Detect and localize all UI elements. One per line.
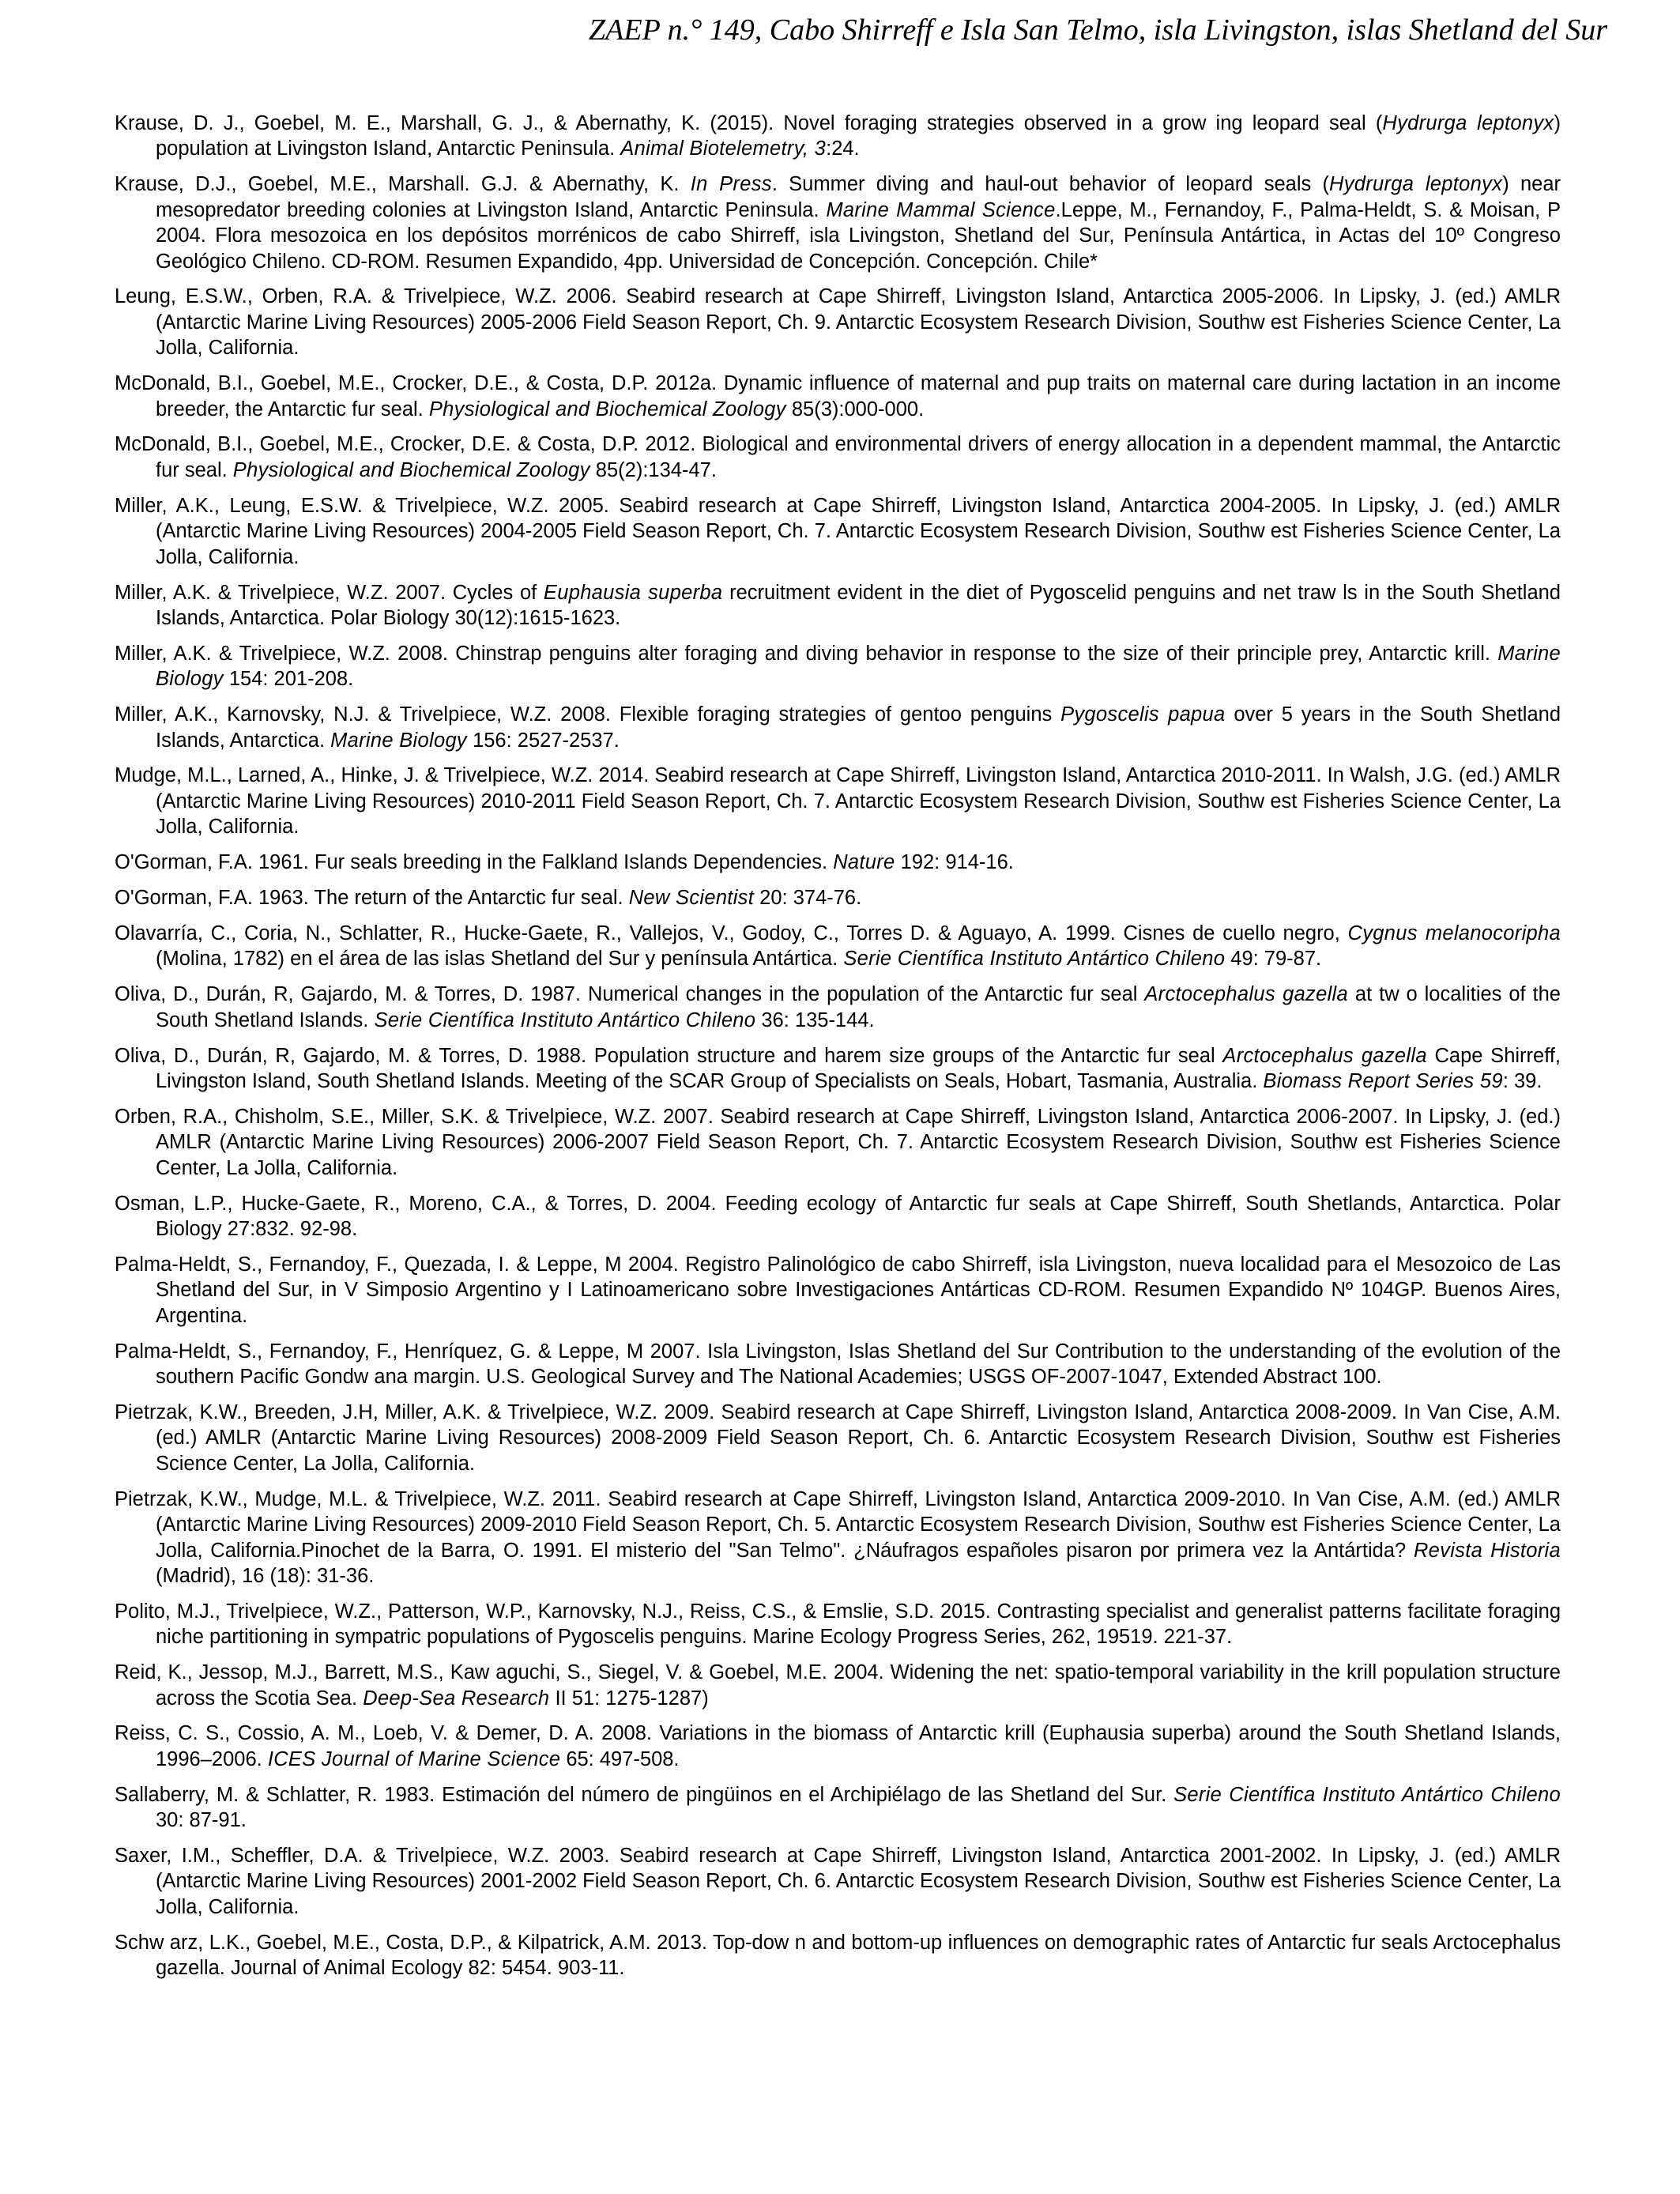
reference-entry — [115, 111, 1561, 162]
reference-italic-text: Serie Científica Instituto Antártico Chileno — [374, 1008, 756, 1031]
reference-italic-text: New Scientist — [628, 887, 755, 910]
reference-entry — [115, 1252, 1561, 1329]
reference-entry — [115, 1843, 1561, 1920]
reference-italic-text: Serie Científica Instituto Antártico Chileno — [1173, 1783, 1561, 1806]
reference-entry — [115, 641, 1561, 692]
reference-text: Sallaberry, M. & Schlatter, R. 1983. Estimación del número de pingüinos en el Archipiélago de las Shetland del Sur. — [115, 1783, 1174, 1806]
reference-text: 20: 374-76. — [754, 887, 862, 910]
reference-text: Krause, D. J., Goebel, M. E., Marshall, G. J., & Abernathy, K. (2015). Novel foraging strategies observed in a grow ing leopard seal ( — [115, 112, 1383, 134]
reference-text: ) population at Livingston Island, Antarctic Peninsula. — [156, 112, 1561, 160]
reference-italic-text: Arctocephalus gazella — [1144, 983, 1348, 1006]
reference-text: : 39. — [1502, 1070, 1543, 1092]
reference-italic-text: In Press — [690, 173, 772, 196]
reference-entry — [115, 1191, 1561, 1242]
reference-text: Pietrzak, K.W., Breeden, J.H, Miller, A.K. & Trivelpiece, W.Z. 2009. Seabird research at Cape Shirreff, Livingston Island, Antarctica 2008-2009. In Van Cise, A.M. (ed.) AMLR (Antarctic Marine Living Resources) 2008-2009 Field Season Report, Ch. 6. Antarctic Ecosystem Research Division, Southw est Fisheries Science Center, La Jolla, California. — [115, 1400, 1561, 1475]
reference-italic-text: Cygnus melanocoripha — [1347, 922, 1561, 944]
reference-italic-text: Arctocephalus gazella — [1222, 1044, 1427, 1067]
reference-italic-text: Marine Mammal Science — [826, 198, 1056, 221]
reference-text: Orben, R.A., Chisholm, S.E., Miller, S.K. & Trivelpiece, W.Z. 2007. Seabird research at Cape Shirreff, Livingston Island, Antarctica 2006-2007. In Lipsky, J. (ed.) AMLR (Antarctic Marine Living Resources) 2006-2007 Field Season Report, Ch. 7. Antarctic Ecosystem Research Division, Southw est Fisheries Science Center, La Jolla, California. — [115, 1105, 1561, 1179]
reference-text: McDonald, B.I., Goebel, M.E., Crocker, D.E., & Costa, D.P. 2012a. Dynamic influence of maternal and pup traits on maternal care during lactation in an income breeder, the Antarctic fur seal. — [115, 372, 1561, 420]
reference-text: Mudge, M.L., Larned, A., Hinke, J. & Trivelpiece, W.Z. 2014. Seabird research at Cape Shirreff, Livingston Island, Antarctica 2010-2011. In Walsh, J.G. (ed.) AMLR (Antarctic Marine Living Resources) 2010-2011 Field Season Report, Ch. 7. Antarctic Ecosystem Research Division, Southw est Fisheries Science Center, La Jolla, California. — [115, 764, 1561, 839]
reference-entry — [115, 1400, 1561, 1476]
reference-text: over 5 years in the South Shetland Islands, Antarctica. — [156, 703, 1561, 752]
reference-text: ) near mesopredator breeding colonies at Livingston Island, Antarctic Peninsula. — [156, 173, 1561, 221]
reference-entry — [115, 1339, 1561, 1390]
reference-text: (Madrid), 16 (18): 31-36. — [156, 1564, 375, 1587]
reference-text: recruitment evident in the diet of Pygoscelid penguins and net traw ls in the South Shetland Islands, Antarctica. Polar Biology 30(12):1615-1623. — [156, 581, 1561, 629]
reference-italic-text: Physiological and Biochemical Zoology — [232, 458, 590, 481]
reference-italic-text: Animal Biotelemetry, 3 — [620, 138, 827, 160]
reference-text: :24. — [826, 138, 860, 160]
reference-entry — [115, 763, 1561, 839]
reference-entry — [115, 982, 1561, 1033]
reference-entry — [115, 1660, 1561, 1711]
reference-text: (Molina, 1782) en el área de las islas Shetland del Sur y península Antártica. — [156, 948, 844, 971]
reference-entry — [115, 1487, 1561, 1589]
reference-text: Osman, L.P., Hucke-Gaete, R., Moreno, C.A., & Torres, D. 2004. Feeding ecology of Antarctic fur seals at Cape Shirreff, South Shetlands, Antarctica. Polar Biology 27:832. 92-98. — [115, 1192, 1561, 1241]
reference-text: Polito, M.J., Trivelpiece, W.Z., Patterson, W.P., Karnovsky, N.J., Reiss, C.S., & Emslie, S.D. 2015. Contrasting specialist and generalist patterns facilitate foraging niche partitioning in sympatric populations of Pygoscelis penguins. Marine Ecology Progress Series, 262, 19519. 221-37. — [115, 1600, 1561, 1649]
reference-italic-text: Revista Historia — [1413, 1539, 1561, 1562]
reference-italic-text: Deep-Sea Research — [363, 1687, 550, 1710]
reference-text: Miller, A.K. & Trivelpiece, W.Z. 2007. Cycles of — [115, 581, 544, 604]
reference-entry — [115, 1930, 1561, 1981]
reference-text: O'Gorman, F.A. 1963. The return of the Antarctic fur seal. — [115, 887, 629, 910]
reference-entry — [115, 580, 1561, 631]
reference-text: 85(2):134-47. — [590, 458, 717, 481]
reference-italic-text: Physiological and Biochemical Zoology — [428, 398, 786, 420]
reference-italic-text: Serie Científica Instituto Antártico Chileno — [843, 948, 1226, 971]
reference-text: O'Gorman, F.A. 1961. Fur seals breeding in the Falkland Islands Dependencies. — [115, 851, 834, 874]
reference-text: Reiss, C. S., Cossio, A. M., Loeb, V. & Demer, D. A. 2008. Variations in the biomass of Antarctic krill (Euphausia superba) around the South Shetland Islands, 1996–2006. — [115, 1722, 1561, 1770]
reference-entry — [115, 1043, 1561, 1095]
reference-text: at tw o localities of the South Shetland Islands. — [156, 983, 1561, 1031]
reference-italic-text: Nature — [833, 851, 895, 874]
page-header-title: ZAEP n.° 149, Cabo Shirreff e Isla San Telmo, isla Livingston, islas Shetland del Sur — [589, 13, 1607, 47]
reference-text: Palma-Heldt, S., Fernandoy, F., Quezada, I. & Leppe, M 2004. Registro Palinológico de cabo Shirreff, isla Livingston, nueva localidad para el Mesozoico de Las Shetland del Sur, in V Simposio Argentino y I Latinoamericano sobre Investigaciones Antárticas CD-ROM. Resumen Expandido Nº 104GP. Buenos Aires, Argentina. — [115, 1253, 1561, 1327]
reference-text: Krause, D.J., Goebel, M.E., Marshall. G.J. & Abernathy, K. — [115, 173, 691, 196]
reference-text: 192: 914-16. — [895, 851, 1014, 874]
reference-entry — [115, 284, 1561, 360]
reference-italic-text: Euphausia superba — [543, 581, 723, 604]
reference-text: Oliva, D., Durán, R, Gajardo, M. & Torres, D. 1987. Numerical changes in the population of the Antarctic fur seal — [115, 983, 1145, 1006]
reference-italic-text: Hydrurga leptonyx — [1329, 173, 1503, 196]
reference-entry — [115, 493, 1561, 570]
reference-italic-text: Pygoscelis papua — [1060, 703, 1226, 726]
reference-text: 30: 87-91. — [156, 1809, 247, 1832]
reference-text: 36: 135-144. — [755, 1008, 875, 1031]
reference-text: 154: 201-208. — [223, 668, 354, 691]
reference-list — [115, 111, 1561, 1991]
reference-text: Reid, K., Jessop, M.J., Barrett, M.S., Kaw aguchi, S., Siegel, V. & Goebel, M.E. 2004. Widening the net: spatio-temporal variability in the krill population structure across the Scotia Sea. — [115, 1661, 1561, 1710]
reference-text: .Leppe, M., Fernandoy, F., Palma-Heldt, S. & Moisan, P 2004. Flora mesozoica en los depósitos morrénicos de cabo Shirreff, isla Livingston, Shetland del Sur, Península Antártica, in Actas del 10º Congreso Geológico Chileno. CD-ROM. Resumen Expandido, 4pp. Universidad de Concepción. Concepción. Chile* — [156, 198, 1561, 273]
reference-entry — [115, 1599, 1561, 1650]
reference-italic-text: Marine Biology — [330, 729, 467, 752]
reference-entry — [115, 921, 1561, 972]
reference-entry — [115, 850, 1561, 875]
reference-italic-text: Marine Biology — [156, 642, 1561, 691]
reference-entry — [115, 1721, 1561, 1772]
reference-italic-text: Hydrurga leptonyx — [1382, 112, 1554, 134]
reference-entry — [115, 432, 1561, 483]
reference-text: 49: 79-87. — [1225, 948, 1322, 971]
reference-text: Schw arz, L.K., Goebel, M.E., Costa, D.P., & Kilpatrick, A.M. 2013. Top-dow n and bottom-up influences on demographic rates of Antarctic fur seals Arctocephalus gazella. Journal of Animal Ecology 82: 5454. 903-11. — [115, 1931, 1561, 1980]
reference-italic-text: Biomass Report Series 59 — [1263, 1070, 1503, 1092]
reference-italic-text: ICES Journal of Marine Science — [267, 1747, 561, 1770]
reference-text: Palma-Heldt, S., Fernandoy, F., Henríquez, G. & Leppe, M 2007. Isla Livingston, Islas Shetland del Sur Contribution to the understanding of the evolution of the southern Pacific Gondw ana margin. U.S. Geological Survey and The National Academies; USGS OF-2007-1047, Extended Abstract 100. — [115, 1340, 1561, 1389]
reference-entry — [115, 702, 1561, 753]
reference-text: Saxer, I.M., Scheffler, D.A. & Trivelpiece, W.Z. 2003. Seabird research at Cape Shirreff, Livingston Island, Antarctica 2001-2002. In Lipsky, J. (ed.) AMLR (Antarctic Marine Living Resources) 2001-2002 Field Season Report, Ch. 6. Antarctic Ecosystem Research Division, Southw est Fisheries Science Center, La Jolla, California. — [115, 1845, 1561, 1918]
reference-text: Cape Shirreff, Livingston Island, South Shetland Islands. Meeting of the SCAR Group of Specialists on Seals, Hobart, Tasmania, Australia. — [156, 1044, 1561, 1092]
reference-text: Olavarría, C., Coria, N., Schlatter, R., Hucke-Gaete, R., Vallejos, V., Godoy, C., Torres D. & Aguayo, A. 1999. Cisnes de cuello negro, — [115, 922, 1348, 944]
reference-text: Oliva, D., Durán, R, Gajardo, M. & Torres, D. 1988. Population structure and harem size groups of the Antarctic fur seal — [115, 1044, 1223, 1067]
reference-text: . Summer diving and haul-out behavior of leopard seals ( — [771, 173, 1329, 196]
reference-text: Miller, A.K., Leung, E.S.W. & Trivelpiece, W.Z. 2005. Seabird research at Cape Shirreff, Livingston Island, Antarctica 2004-2005. In Lipsky, J. (ed.) AMLR (Antarctic Marine Living Resources) 2004-2005 Field Season Report, Ch. 7. Antarctic Ecosystem Research Division, Southw est Fisheries Science Center, La Jolla, California. — [115, 494, 1561, 568]
reference-text: Leung, E.S.W., Orben, R.A. & Trivelpiece, W.Z. 2006. Seabird research at Cape Shirreff, Livingston Island, Antarctica 2005-2006. In Lipsky, J. (ed.) AMLR (Antarctic Marine Living Resources) 2005-2006 Field Season Report, Ch. 9. Antarctic Ecosystem Research Division, Southw est Fisheries Science Center, La Jolla, California. — [115, 285, 1561, 360]
reference-text: II 51: 1275-1287) — [549, 1687, 709, 1710]
reference-text: Miller, A.K., Karnovsky, N.J. & Trivelpiece, W.Z. 2008. Flexible foraging strategies of gentoo penguins — [115, 703, 1061, 726]
reference-text: 156: 2527-2537. — [466, 729, 620, 752]
reference-text: 85(3):000-000. — [785, 398, 925, 420]
reference-text: McDonald, B.I., Goebel, M.E., Crocker, D.E. & Costa, D.P. 2012. Biological and environmental drivers of energy allocation in a dependent mammal, the Antarctic fur seal. — [115, 433, 1561, 481]
reference-entry — [115, 1782, 1561, 1834]
reference-entry — [115, 885, 1561, 910]
reference-text: Miller, A.K. & Trivelpiece, W.Z. 2008. Chinstrap penguins alter foraging and diving behavior in response to the size of their principle prey, Antarctic krill. — [115, 642, 1498, 665]
reference-entry — [115, 1104, 1561, 1181]
reference-text: 65: 497-508. — [560, 1747, 680, 1770]
reference-text: Pietrzak, K.W., Mudge, M.L. & Trivelpiece, W.Z. 2011. Seabird research at Cape Shirreff, Livingston Island, Antarctica 2009-2010. In Van Cise, A.M. (ed.) AMLR (Antarctic Marine Living Resources) 2009-2010 Field Season Report, Ch. 5. Antarctic Ecosystem Research Division, Southw est Fisheries Science Center, La Jolla, California.Pinochet de la Barra, O. 1991. El misterio del "San Telmo". ¿Náufragos españoles pisaron por primera vez la Antártida? — [115, 1487, 1561, 1562]
reference-entry — [115, 371, 1561, 422]
reference-entry — [115, 172, 1561, 274]
